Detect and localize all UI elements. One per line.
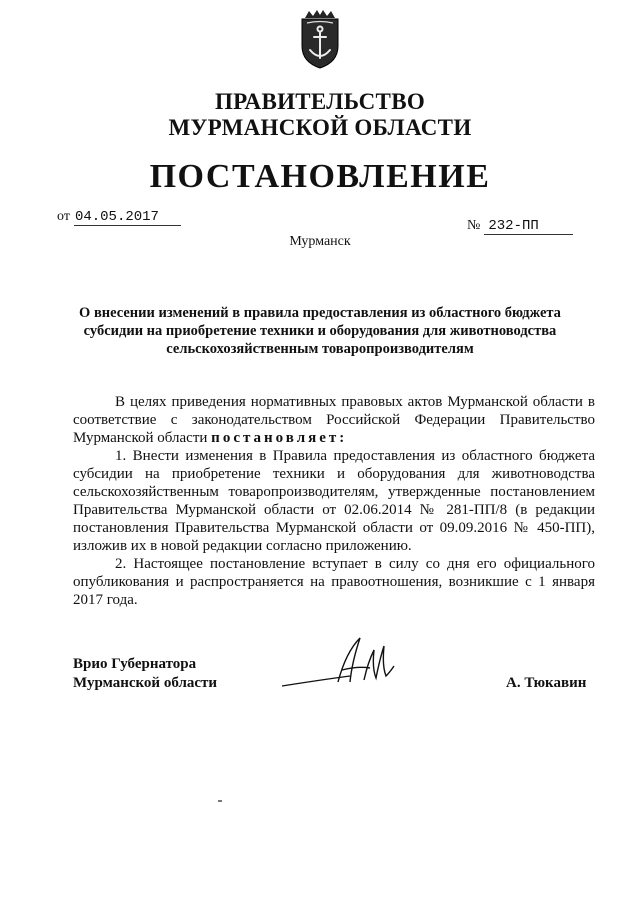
city-name: Мурманск xyxy=(289,234,351,249)
signatory-title-line2: Мурманской области xyxy=(73,675,218,691)
subject-line2: субсидии на приобретение техники и оборудования для животноводства xyxy=(83,323,557,339)
number-prefix: № xyxy=(467,218,481,233)
date-prefix: от xyxy=(57,209,70,224)
handwritten-signature xyxy=(280,632,410,702)
document-body xyxy=(73,393,595,609)
item-1: 1. Внести изменения в Правила предоставления из областного бюджета субсидии на приобретение техники и оборудования для животноводства сельскохозяйственным товаропроизводителям, утвержденные постановлением Правительства Мурманской области от 02.06.2014 № 281-ПП/8 (в редакции постановления Правительства Мурманской области от 09.09.2016 № 450-ПП), изложив их в новой редакции согласно приложению. xyxy=(73,448,595,554)
signatory-title-line1: Врио Губернатора xyxy=(73,656,197,672)
number-value: 232-ПП xyxy=(484,218,572,235)
subject-line1: О внесении изменений в правила предоставления из областного бюджета xyxy=(79,305,561,321)
government-name-line1: ПРАВИТЕЛЬСТВО xyxy=(214,89,426,114)
signatory-name: А. Тюкавин xyxy=(506,675,587,691)
government-name-line2: МУРМАНСКОЙ ОБЛАСТИ xyxy=(168,115,472,140)
intro-paragraph xyxy=(73,393,595,447)
scan-mark xyxy=(218,800,222,802)
intro-text: В целях приведения нормативных правовых актов Мурманской области в соответствие с законодательством Российской Федерации Правительство Мурманской области xyxy=(73,394,595,446)
document-type-title: ПОСТАНОВЛЕНИЕ xyxy=(149,158,491,195)
item-2: 2. Настоящее постановление вступает в силу со дня его официального опубликования и распространяется на правоотношения, возникшие с 1 января 2017 года. xyxy=(73,556,595,608)
subject-line3: сельскохозяйственным товаропроизводителям xyxy=(166,341,474,357)
resolves-word: постановляет: xyxy=(211,430,348,446)
number-block xyxy=(467,216,587,234)
coat-of-arms-icon xyxy=(297,8,343,70)
date-block xyxy=(57,207,182,225)
date-value: 04.05.2017 xyxy=(74,209,181,226)
